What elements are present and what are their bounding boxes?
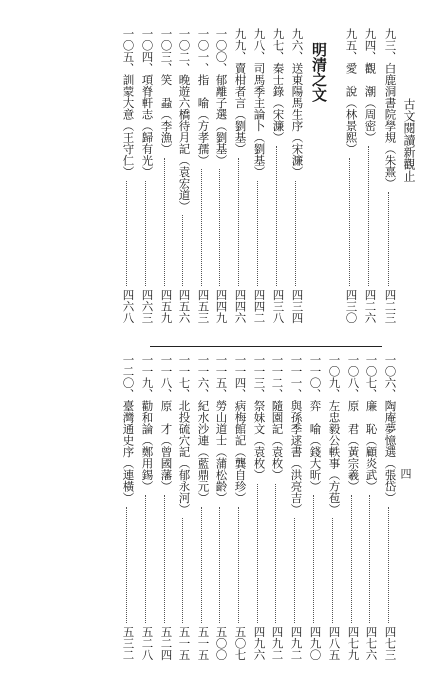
toc-leader-dots xyxy=(351,495,352,623)
toc-leader-dots xyxy=(201,169,202,286)
toc-entry-page: 五一五 xyxy=(177,626,192,661)
toc-entry: 一〇五、訓蒙大意（王守仁） xyxy=(121,28,136,178)
toc-entry-page: 四九二 xyxy=(289,626,304,661)
toc-entry-page: 五三二 xyxy=(121,626,136,661)
toc-entry: 一一〇、弈 喻（錢大昕） xyxy=(308,354,323,492)
toc-entry-page: 五二八 xyxy=(140,626,155,661)
toc-leader-dots xyxy=(257,181,258,287)
toc-entry: 一二〇、臺灣通史序（連橫） xyxy=(121,354,136,504)
toc-entry-page: 四五三 xyxy=(196,289,211,324)
toc-entry-page: 四四二 xyxy=(252,289,267,324)
toc-entry-page: 四四六 xyxy=(233,289,248,324)
toc-leader-dots xyxy=(238,158,239,287)
toc-leader-dots xyxy=(145,495,146,623)
toc-entry: 一一九、勸和論（鄭用錫） xyxy=(140,354,155,492)
toc-entry-page: 四七九 xyxy=(346,626,361,661)
page-number: 四 xyxy=(399,468,412,479)
toc-leader-dots xyxy=(332,518,333,623)
toc-leader-dots xyxy=(201,507,202,624)
toc-entry-page: 四二六 xyxy=(363,289,378,324)
toc-entry-page: 四七六 xyxy=(364,626,379,661)
toc-entry: 一一五、勞山道士（蒲松齡） xyxy=(214,354,229,504)
toc-entry-page: 五〇〇 xyxy=(214,626,229,661)
toc-entry: 九三、白鹿洞書院學規（朱熹） xyxy=(383,28,398,189)
toc-entry: 九九、賣柑者言（劉基） xyxy=(233,28,248,155)
toc-entry-page: 四八五 xyxy=(327,626,342,661)
toc-entry: 九六、送東陽馬生序（宋濂） xyxy=(290,28,305,178)
running-header: 古文閱讀新觀止 xyxy=(402,98,416,182)
toc-entry: 九七、秦士錄（宋濂） xyxy=(271,28,286,143)
toc-leader-dots xyxy=(369,495,370,623)
toc-entry-page: 五〇七 xyxy=(233,626,248,661)
toc-entry: 一一四、病梅館記（龔自珍） xyxy=(233,354,248,504)
toc-leader-dots xyxy=(295,181,296,287)
toc-entry-page: 四六八 xyxy=(121,289,136,324)
toc-leader-dots xyxy=(219,169,220,286)
toc-leader-dots xyxy=(145,181,146,287)
toc-entry: 九八、司馬季主論卜（劉基） xyxy=(252,28,267,178)
toc-entry-page: 四三八 xyxy=(271,289,286,324)
toc-entry: 一〇二、晚遊六橋待月記（袁宏道） xyxy=(177,28,192,212)
toc-entry: 一〇三、笑 蝨（李漁） xyxy=(159,28,174,155)
toc-leader-dots xyxy=(276,146,277,286)
toc-entry-page: 四二三 xyxy=(383,289,398,324)
toc-entry-page: 四三四 xyxy=(290,289,305,324)
toc-entry: 一一七、北投硫穴記（郁永河） xyxy=(177,354,192,515)
toc-entry: 一〇一、指 喻（方孝孺） xyxy=(196,28,211,166)
toc-entry: 一一六、紀水沙連（藍鼎元） xyxy=(196,354,211,504)
toc-entry: 一〇四、項脊軒志（歸有光） xyxy=(140,28,155,178)
toc-leader-dots xyxy=(388,507,389,624)
toc-entry: 一〇九、左忠毅公軼事（方苞） xyxy=(327,354,342,515)
toc-entry: 一一三、祭妹文（袁枚） xyxy=(252,354,267,481)
toc-entry-page: 四九〇 xyxy=(308,626,323,661)
toc-entry: 一一八、原 才（曾國藩） xyxy=(159,354,174,492)
toc-entry-page: 四七三 xyxy=(383,626,398,661)
toc-leader-dots xyxy=(294,518,295,623)
toc-entry: 一〇〇、郁離子選（劉基） xyxy=(214,28,229,166)
section-divider xyxy=(150,346,382,347)
toc-leader-dots xyxy=(368,146,369,286)
toc-leader-dots xyxy=(182,518,183,623)
toc-leader-dots xyxy=(182,215,183,286)
toc-entry: 九五、愛 說（林景熙） xyxy=(344,28,359,155)
toc-entry-page: 五二四 xyxy=(159,626,174,661)
toc-leader-dots xyxy=(313,495,314,623)
toc-entry-page: 四九六 xyxy=(252,626,267,661)
toc-leader-dots xyxy=(275,484,276,624)
toc-entry-page: 五一五 xyxy=(196,626,211,661)
toc-leader-dots xyxy=(164,495,165,623)
toc-entry-page: 四九二 xyxy=(270,626,285,661)
toc-entry: 一〇八、原 君（黃宗羲） xyxy=(346,354,361,492)
toc-leader-dots xyxy=(388,192,389,286)
toc-entry: 一〇六、陶庵夢憶選（張岱） xyxy=(383,354,398,504)
toc-entry: 一一一、與孫季逑書（洪亮吉） xyxy=(289,354,304,515)
toc-leader-dots xyxy=(219,507,220,624)
toc-entry-page: 四五六 xyxy=(177,289,192,324)
toc-leader-dots xyxy=(257,484,258,624)
toc-leader-dots xyxy=(238,507,239,624)
toc-entry: 九四、觀 潮（周密） xyxy=(363,28,378,143)
toc-leader-dots xyxy=(126,507,127,624)
section-title: 明清之文 xyxy=(310,42,328,102)
toc-entry-page: 四三〇 xyxy=(344,289,359,324)
toc-leader-dots xyxy=(349,158,350,287)
toc-entry-page: 四五九 xyxy=(159,289,174,324)
toc-entry: 一〇七、廉 恥（顧炎武） xyxy=(364,354,379,492)
toc-entry-page: 四四九 xyxy=(214,289,229,324)
toc-leader-dots xyxy=(126,181,127,287)
toc-entry-page: 四六三 xyxy=(140,289,155,324)
toc-leader-dots xyxy=(164,158,165,287)
toc-entry: 一一二、隨園記（袁枚） xyxy=(270,354,285,481)
